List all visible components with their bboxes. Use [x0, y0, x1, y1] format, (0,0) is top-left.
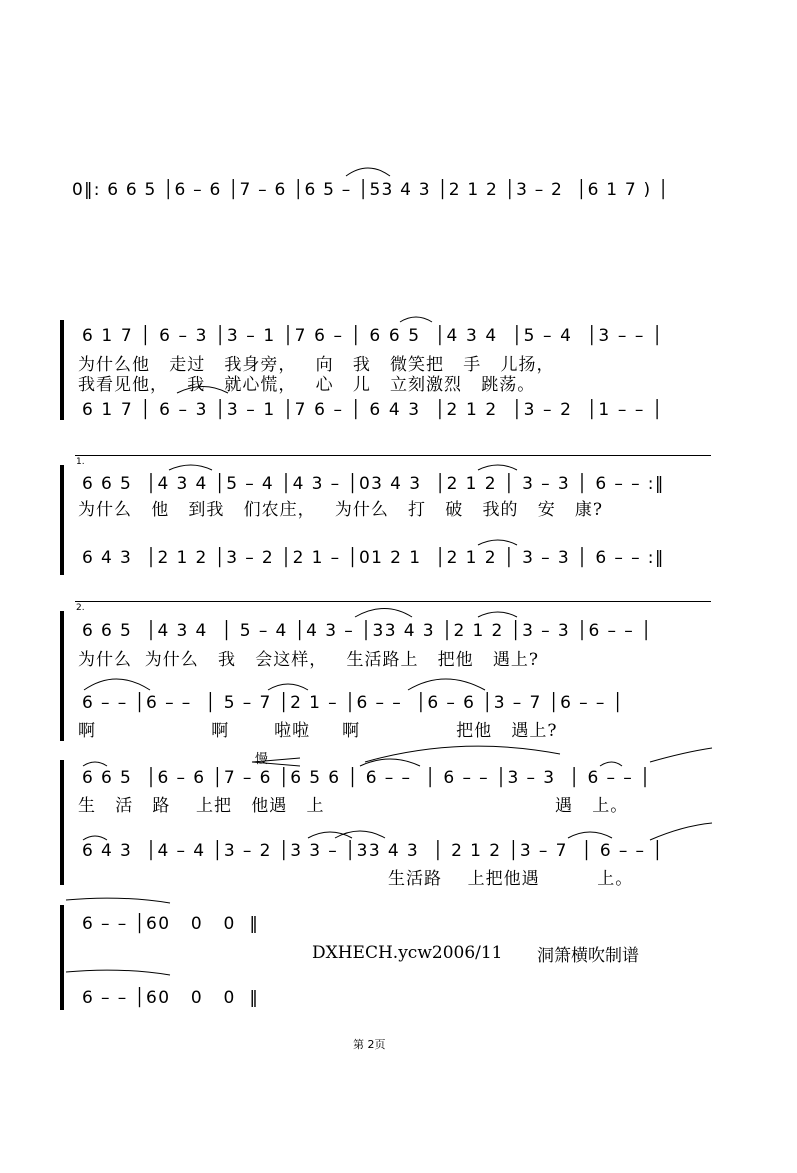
slur: [268, 684, 308, 690]
slur: [66, 898, 170, 903]
system4-lyric-upper: 生 活 路 上把 他遇 上 遇 上。: [78, 796, 629, 816]
system3-lyric-lower: 啊 啊 啦啦 啊 把他 遇上?: [78, 721, 558, 741]
slur: [365, 746, 560, 762]
intro-notation: 0‖: 6 6 5 │6 – 6 │7 – 6 │6 5 – │53 4 3 │2 1 2 │3 – 2 │6 1 7 ) │: [72, 180, 670, 200]
system5-upper-notation: 6 – – │60 0 0 ‖: [82, 914, 260, 934]
score-code: DXHECH.ycw2006/11: [312, 943, 503, 963]
slur: [478, 540, 517, 545]
system3-bracket: [60, 611, 64, 741]
system4-lyric-lower: 生活路 上把他遇 上。: [388, 869, 634, 889]
system1-upper-notation: 6 1 7 │ 6 – 3 │3 – 1 │7 6 – │ 6 6 5 │4 3 4 │5 – 4 │3 – – │: [82, 326, 664, 346]
slur: [478, 465, 517, 470]
slur: [335, 831, 385, 838]
slur: [360, 759, 420, 766]
system4-bracket: [60, 760, 64, 885]
slur: [84, 679, 150, 690]
slur: [408, 679, 485, 690]
system1-lyric-verse2: 我看见他， 我 就心慌， 心 儿 立刻激烈 跳荡。: [78, 375, 536, 395]
slur: [308, 832, 352, 838]
system5-bracket: [60, 905, 64, 1010]
system1-lyric-verse1: 为什么他 走过 我身旁， 向 我 微笑把 手 儿扬，: [78, 355, 555, 375]
system2-lyric: 为什么 他 到我 们农庄， 为什么 打 破 我的 安 康?: [78, 500, 604, 520]
system2-upper-notation: 6 6 5 │4 3 4 │5 – 4 │4 3 – │03 4 3 │2 1 2 │ 3 – 3 │ 6 – – :‖: [82, 474, 665, 494]
system4-upper-notation: 6 6 5 │6 – 6 │7 – 6 │6 5 6 │ 6 – – │ 6 – – │3 – 3 │ 6 – – │: [82, 768, 652, 788]
system3-volta-line: [75, 601, 711, 602]
system4-lower-notation: 6 4 3 │4 – 4 │3 – 2 │3 3 – │33 4 3 │ 2 1 2 │3 – 7 │ 6 – – │: [82, 841, 664, 861]
slur: [83, 836, 107, 840]
system1-bracket: [60, 320, 64, 420]
system3-lyric-upper: 为什么 为什么 我 会这样， 生活路上 把他 遇上?: [78, 650, 539, 670]
slur: [346, 168, 390, 176]
system3-volta-label: 2.: [76, 603, 85, 613]
page-number: 第 2页: [353, 1038, 386, 1051]
slur: [400, 317, 432, 322]
slur: [66, 970, 170, 975]
slur: [600, 762, 622, 766]
system2-volta-line: [75, 455, 711, 456]
tempo-marking: 慢: [255, 752, 269, 767]
system1-lower-notation: 6 1 7 │ 6 – 3 │3 – 1 │7 6 – │ 6 4 3 │2 1 2 │3 – 2 │1 – – │: [82, 400, 664, 420]
slur: [650, 823, 712, 840]
slur: [83, 762, 107, 766]
slur: [568, 832, 612, 838]
system5-lower-notation: 6 – – │60 0 0 ‖: [82, 988, 260, 1008]
system2-volta-label: 1.: [76, 457, 85, 467]
system3-lower-notation: 6 – – │6 – – │ 5 – 7 │2 1 – │6 – – │6 – 6 │3 – 7 │6 – – │: [82, 693, 625, 713]
system2-bracket: [60, 465, 64, 575]
slur: [355, 609, 412, 618]
score-author: 洞箫横吹制谱: [537, 946, 639, 966]
system3-upper-notation: 6 6 5 │4 3 4 │ 5 – 4 │4 3 – │33 4 3 │2 1 2 │3 – 3 │6 – – │: [82, 621, 653, 641]
system2-lower-notation: 6 4 3 │2 1 2 │3 – 2 │2 1 – │01 2 1 │2 1 2 │ 3 – 3 │ 6 – – :‖: [82, 548, 665, 568]
slur: [650, 748, 712, 762]
slur: [478, 612, 517, 617]
slur: [169, 465, 212, 470]
